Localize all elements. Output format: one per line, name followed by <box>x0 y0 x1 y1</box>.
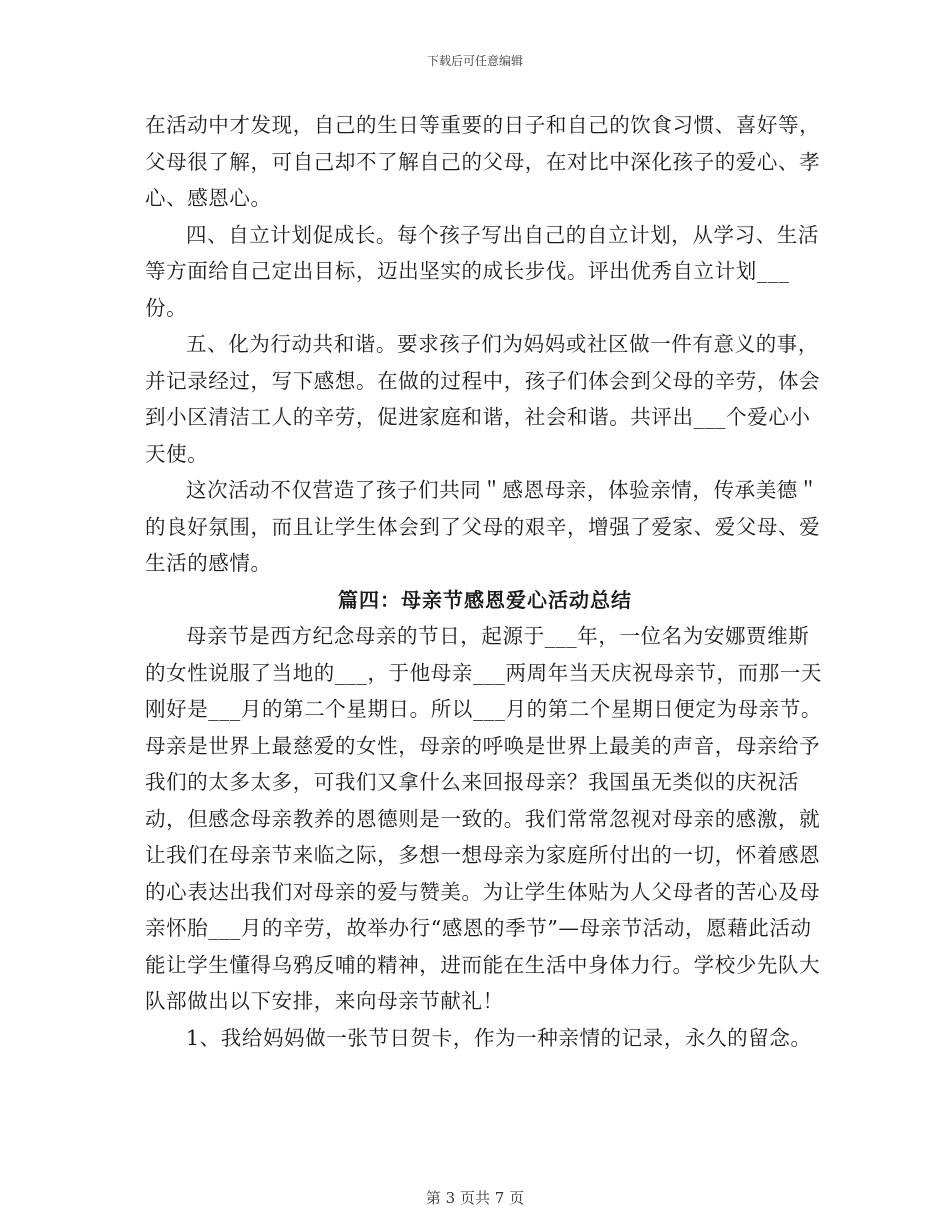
paragraph-greeting-card: 1、我给妈妈做一张节日贺卡，作为一种亲情的记录，永久的留念。 <box>186 1025 812 1050</box>
section-title: 篇四：母亲节感恩爱心活动总结 <box>338 587 632 612</box>
document-body <box>145 107 825 1056</box>
page-footer-number: 第 3 页共 7 页 <box>425 1189 525 1207</box>
paragraph-activity-discovery: 在活动中才发现，自己的生日等重要的日子和自己的饮食习惯、喜好等，父母很了解，可自己却不了解自己的父母，在对比中深化孩子的爱心、孝心、感恩心。 <box>145 113 821 210</box>
paragraph-activity-summary: 这次活动不仅营造了孩子们共同＂感恩母亲，体验亲情，传承美德＂的良好氛围，而且让学生体会到了父母的艰辛，增强了爱家、爱父母、爱生活的感情。 <box>145 478 821 575</box>
paragraph-harmony-action: 五、化为行动共和谐。要求孩子们为妈妈或社区做一件有意义的事，并记录经过，写下感想。在做的过程中，孩子们体会到父母的辛劳，体会到小区清洁工人的辛劳，促进家庭和谐，社会和谐。共评出___个爱心小天使。 <box>145 332 821 466</box>
paragraph-self-reliance-plan: 四、自立计划促成长。每个孩子写出自己的自立计划，从学习、生活等方面给自己定出目标，迈出坚实的成长步伐。评出优秀自立计划___份。 <box>145 222 819 320</box>
paragraph-mothers-day-intro: 母亲节是西方纪念母亲的节日，起源于___年，一位名为安娜贾维斯的女性说服了当地的___，于他母亲___两周年当天庆祝母亲节，而那一天刚好是___月的第二个星期日。所以___月的第二个星期日便定为母亲节。母亲是世界上最慈爱的女性，母亲的呼唤是世界上最美的声音，母亲给予我们的太多太多，可我们又拿什么来回报母亲？我国虽无类似的庆祝活动，但感念母亲教养的恩德则是一致的。我们常常忽视对母亲的感激，就让我们在母亲节来临之际，多想一想母亲为家庭所付出的一切，怀着感恩的心表达出我们对母亲的爱与赞美。为让学生体贴为人父母者的苦心及母亲怀胎___月的辛劳，故举办行“感恩的季节”—母亲节活动，愿藉此活动能让学生懂得乌鸦反哺的精神，进而能在生活中身体力行。学校少先队大队部做出以下安排，来向母亲节献礼！ <box>145 624 822 1013</box>
page-header-note: 下载后可任意编辑 <box>426 54 523 68</box>
